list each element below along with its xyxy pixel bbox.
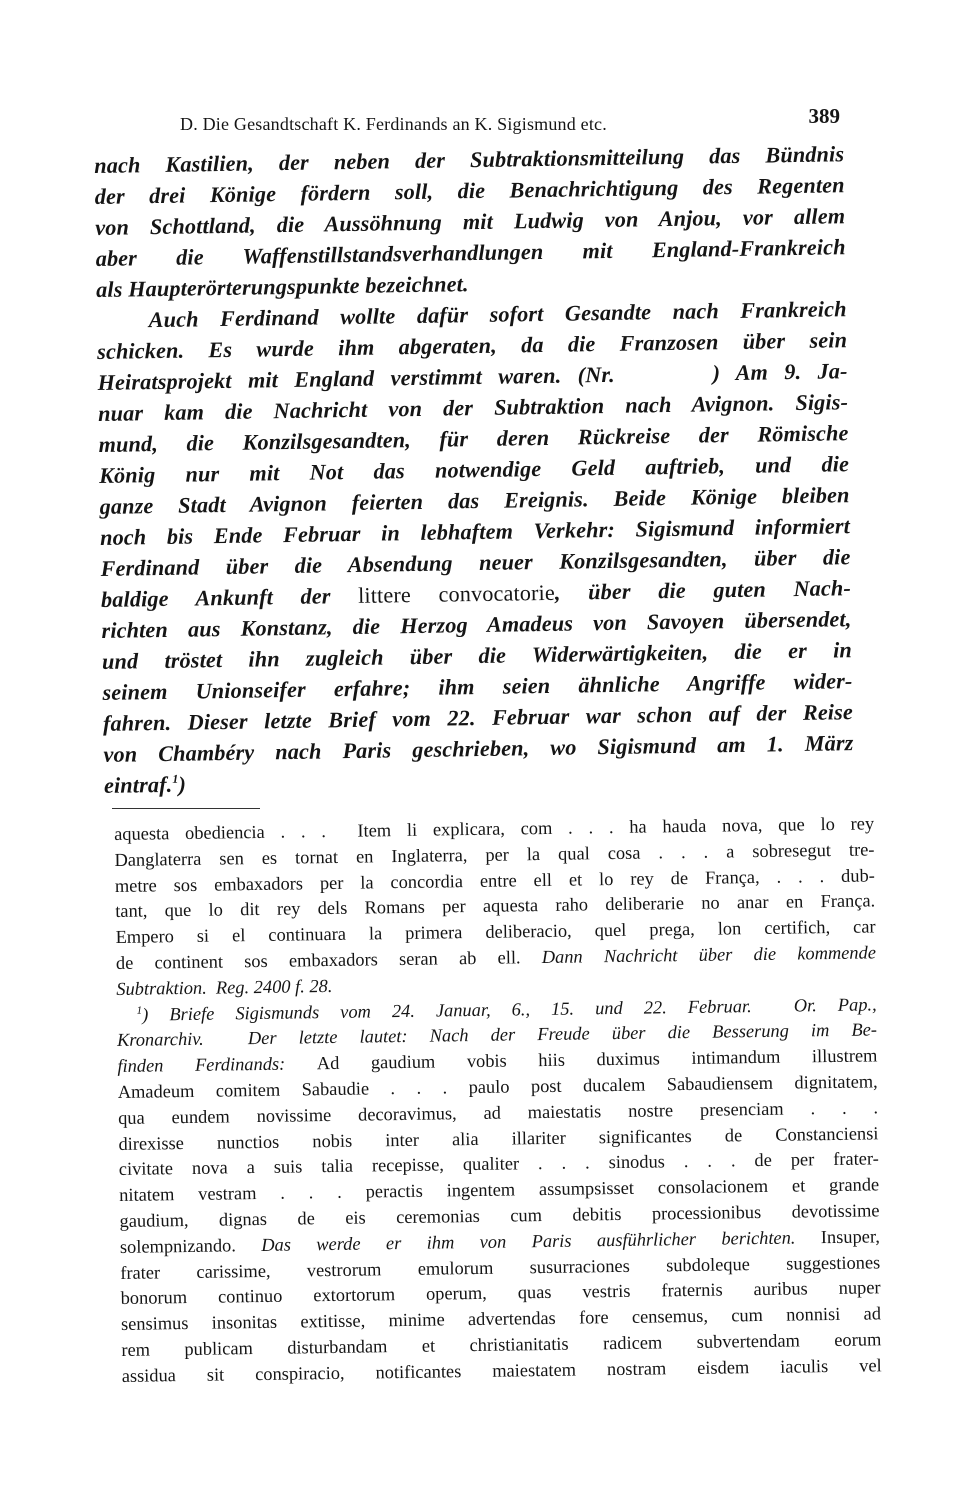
- footnote-separator: [112, 808, 260, 809]
- text-line: schicken. Es wurde ihm abgeraten, da die Franzosen über sein: [96, 327, 848, 364]
- text-line: Heiratsprojekt mit England verstimmt waren. (Nr. ) Am 9. Ja-: [97, 358, 848, 395]
- text-segment: Ad gaudium vobis hiis duximus intimandum illustrem: [316, 1045, 878, 1074]
- footnote-line: sensimus insonitas extitisse, minime advertendas fore censemus, cum nonnisi ad: [120, 1303, 882, 1335]
- text-segment: ): [178, 771, 187, 797]
- latin-phrase: littere convocatorie: [357, 579, 556, 608]
- footnote-line: Subtraktion. Reg. 2400 f. 28.: [116, 975, 333, 999]
- text-segment: de continent sos embaxadors seran ab ell.: [115, 947, 542, 973]
- text-line: Auch Ferdinand wollte dafür sofort Gesandte nach Frankreich: [148, 296, 847, 333]
- text-segment: Insuper,: [795, 1226, 880, 1248]
- text-line: seinem Unionseifer erfahre; ihm seien ähnliche Angriffe wider-: [102, 668, 853, 705]
- text-line: der drei Könige fördern soll, die Benachrichtigung des Regenten: [94, 172, 845, 209]
- footnote-line: frater carissime, vestrorum emulorum susurraciones subdoleque suggestiones: [120, 1251, 881, 1283]
- text-line: von Schottland, die Aussöhnung mit Ludwig von Anjou, vor allem: [95, 203, 846, 240]
- text-line: Ferdinand über die Absendung neuer Konzilsgesandten, über die: [100, 544, 851, 581]
- text-segment: solempnizando.: [119, 1234, 262, 1257]
- page-header: [180, 100, 840, 140]
- text-segment: ) Briefe Sigismunds vom 24. Januar, 6., 15. und 22. Februar. Or. Pap.,: [142, 993, 877, 1025]
- text-line: König nur mit Not das notwendige Geld auftrieb, und die: [98, 451, 850, 488]
- text-line: noch bis Ende Februar in lebhaftem Verkehr: Sigismund informiert: [99, 513, 851, 550]
- text-line: fahren. Dieser letzte Brief vom 22. Februar war schon auf der Reise: [102, 699, 854, 736]
- text-segment: , über die guten Nach-: [554, 575, 852, 605]
- footnote-line: bonorum continuo extortorum operum, quas vestris fraternis auribus nuper: [120, 1277, 881, 1309]
- footnote-line: assidua sit conspiracio, notificantes maiestatem nostram eisdem iaculis vel: [121, 1355, 882, 1386]
- footnote-line: nitatem vestram . . . peractis ingentem assumpsisset consolacionem et grande: [119, 1174, 880, 1206]
- footnote-line: qua eundem novissime decoravimus, ad maiestatis nostre presenciam . . .: [117, 1097, 879, 1128]
- footnote-line: Amadeum comitem Sabaudie . . . paulo post ducalem Sabaudiensem dignitatem,: [117, 1071, 878, 1102]
- footnote-line: Danglaterra sen es tornat en Inglaterra, per la qual cosa . . . a sobresegut tre-: [114, 839, 875, 870]
- editor-note: Das werde er ihm von Paris ausführlicher berichten.: [261, 1227, 796, 1255]
- text-segment: baldige Ankunft der: [100, 582, 359, 612]
- page-number: 389: [808, 104, 840, 128]
- text-line: nach Kastilien, der neben der Subtraktionsmitteilung das Bündnis: [94, 141, 845, 178]
- footnote-line: Kronarchiv. Der letzte lautet: Nach der Freude über die Besserung im Be-: [116, 1019, 878, 1051]
- text-line: von Chambéry nach Paris geschrieben, wo Sigismund am 1. März: [103, 730, 854, 767]
- footnotes-block: [114, 811, 882, 1389]
- footnote-reference: 1: [172, 771, 179, 786]
- footnote-line: metre sos embaxadors per la concordia entre ell et lo rey de França, . . . dub-: [114, 864, 875, 896]
- text-line: richten aus Konstanz, die Herzog Amadeus von Savoyen übersendet,: [101, 606, 852, 643]
- text-segment: eintraf.: [103, 771, 173, 798]
- text-line: nuar kam die Nachricht von der Subtraktion nach Avignon. Sigis-: [97, 389, 849, 426]
- editor-note: finden Ferdinands:: [117, 1053, 317, 1077]
- editor-note: Dann Nachricht über die kommende: [541, 942, 877, 968]
- footnote-line: civitate nova a suis talia recepisse, qualiter . . . sinodus . . . de per frater-: [118, 1148, 879, 1180]
- text-line: mund, die Konzilsgesandten, für deren Rückreise der Römische: [98, 420, 849, 457]
- text-line: als Haupterörterungspunkte bezeichnet.: [95, 271, 469, 302]
- footnote-marker: 1: [136, 1004, 143, 1017]
- running-head: D. Die Gesandtschaft K. Ferdinands an K. Sigismund etc.: [180, 114, 607, 134]
- footnote-line: tant, que lo dit rey dels Romans per aquesta raho deliberarie no anar en França.: [115, 890, 876, 922]
- footnote-line: gaudium, dignas de eis ceremonias cum debitis processionibus devotissime: [119, 1200, 880, 1231]
- text-line: und tröstet ihn zugleich über die Widerwärtigkeiten, die er in: [101, 637, 853, 674]
- main-text-block: [94, 138, 854, 801]
- footnote-line: Empero si el continuara la primera deliberacio, quel prega, lon certifich, car: [115, 916, 876, 948]
- text-line: aber die Waffenstillstandsverhandlungen mit England-Frankreich: [95, 234, 846, 271]
- footnote-line: rem publicam disturbandam et christianitatis radicem subvertendam eorum: [121, 1329, 882, 1360]
- text-line: ganze Stadt Avignon feierten das Ereignis. Beide Könige bleiben: [99, 482, 850, 519]
- footnote-line: direxisse nunctios nobis inter alia illariter significantes de Constanciensi: [118, 1122, 879, 1154]
- footnote-line: aquesta obediencia . . . Item li explicara, com . . . ha hauda nova, que lo rey: [114, 813, 875, 844]
